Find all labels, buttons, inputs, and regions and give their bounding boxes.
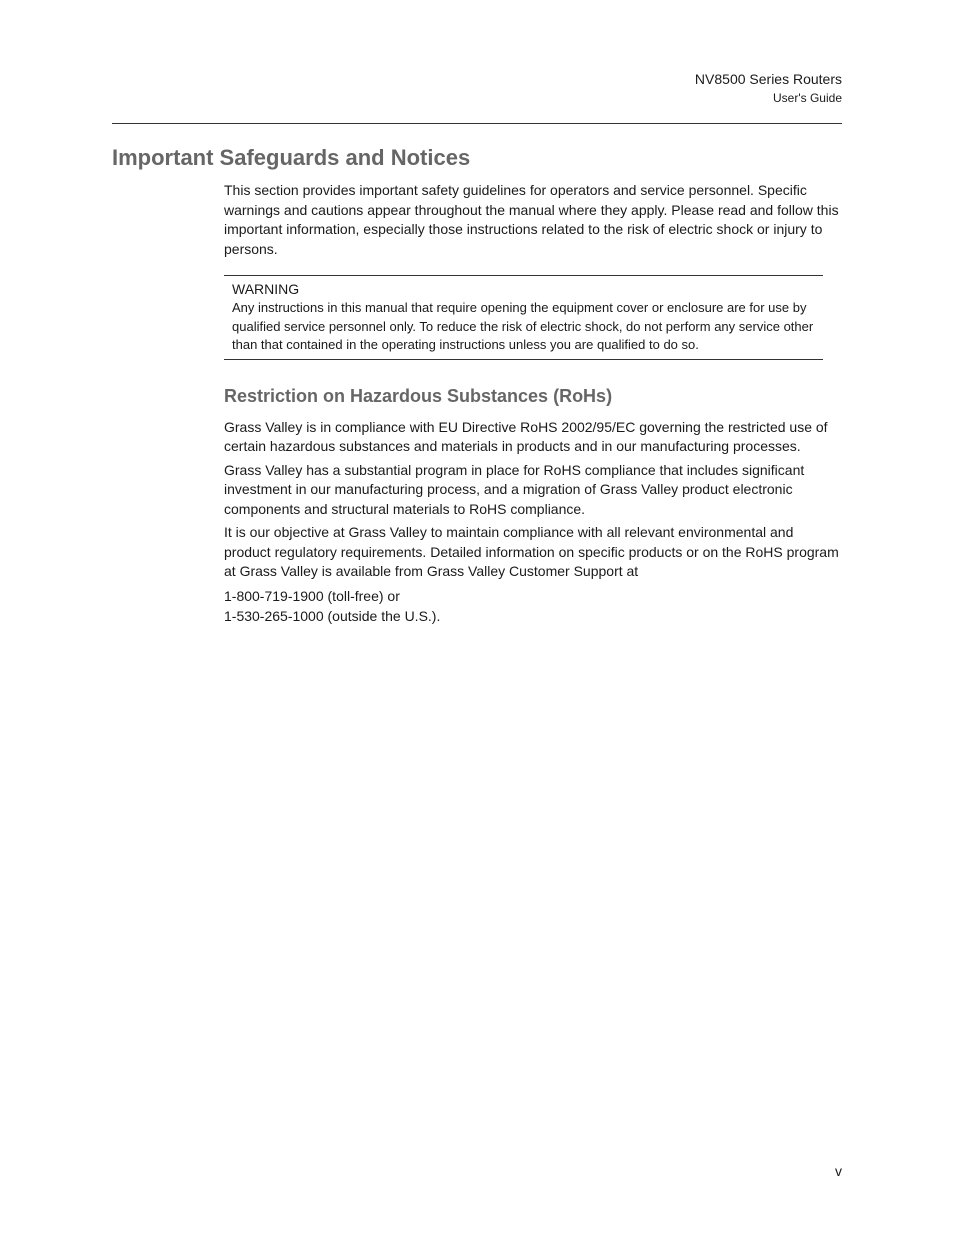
rohs-paragraph-program: Grass Valley has a substantial program in place for RoHS compliance that includes significant investment in our manufacturing process, and a migration of Grass Valley product electronic components and structural materials to RoHS compliance. bbox=[224, 461, 805, 517]
header-divider bbox=[112, 123, 842, 124]
header-subtitle: User's Guide bbox=[773, 91, 842, 105]
page-title: Important Safeguards and Notices bbox=[112, 145, 471, 170]
main-content bbox=[224, 181, 842, 626]
support-phone-international: 1-530-265-1000 (outside the U.S.). bbox=[224, 607, 441, 624]
rohs-paragraph-compliance: Grass Valley is in compliance with EU Directive RoHS 2002/95/EC governing the restricted use of certain hazardous substances and materials in products and in our manufacturing processes. bbox=[224, 418, 828, 455]
rohs-heading: Restriction on Hazardous Substances (RoHs) bbox=[224, 385, 613, 406]
support-phone-tollfree: 1-800-719-1900 (toll-free) or bbox=[224, 587, 400, 604]
warning-box bbox=[224, 275, 823, 360]
warning-text: Any instructions in this manual that require opening the equipment cover or enclosure are for use by qualified service personnel only. To reduce the risk of electric shock, do not perform any service other than that contained in the operating instructions unless you are qualified to do so. bbox=[232, 300, 814, 353]
page-number: v bbox=[835, 1163, 842, 1179]
support-phone-list bbox=[224, 586, 842, 626]
warning-label: WARNING bbox=[232, 281, 300, 297]
running-header bbox=[695, 70, 842, 107]
header-title: NV8500 Series Routers bbox=[694, 71, 842, 87]
rohs-paragraph-objective: It is our objective at Grass Valley to maintain compliance with all relevant environmental and product regulatory requirements. Detailed information on specific products or on the RoHS program at Grass Valley is available from Grass Valley Customer Support at bbox=[224, 524, 839, 580]
intro-paragraph: This section provides important safety guidelines for operators and service personnel. Specific warnings and cautions appear throughout the manual where they apply. Please read and follow this important information, especially those instructions related to the risk of electric shock or injury to persons. bbox=[224, 182, 839, 257]
